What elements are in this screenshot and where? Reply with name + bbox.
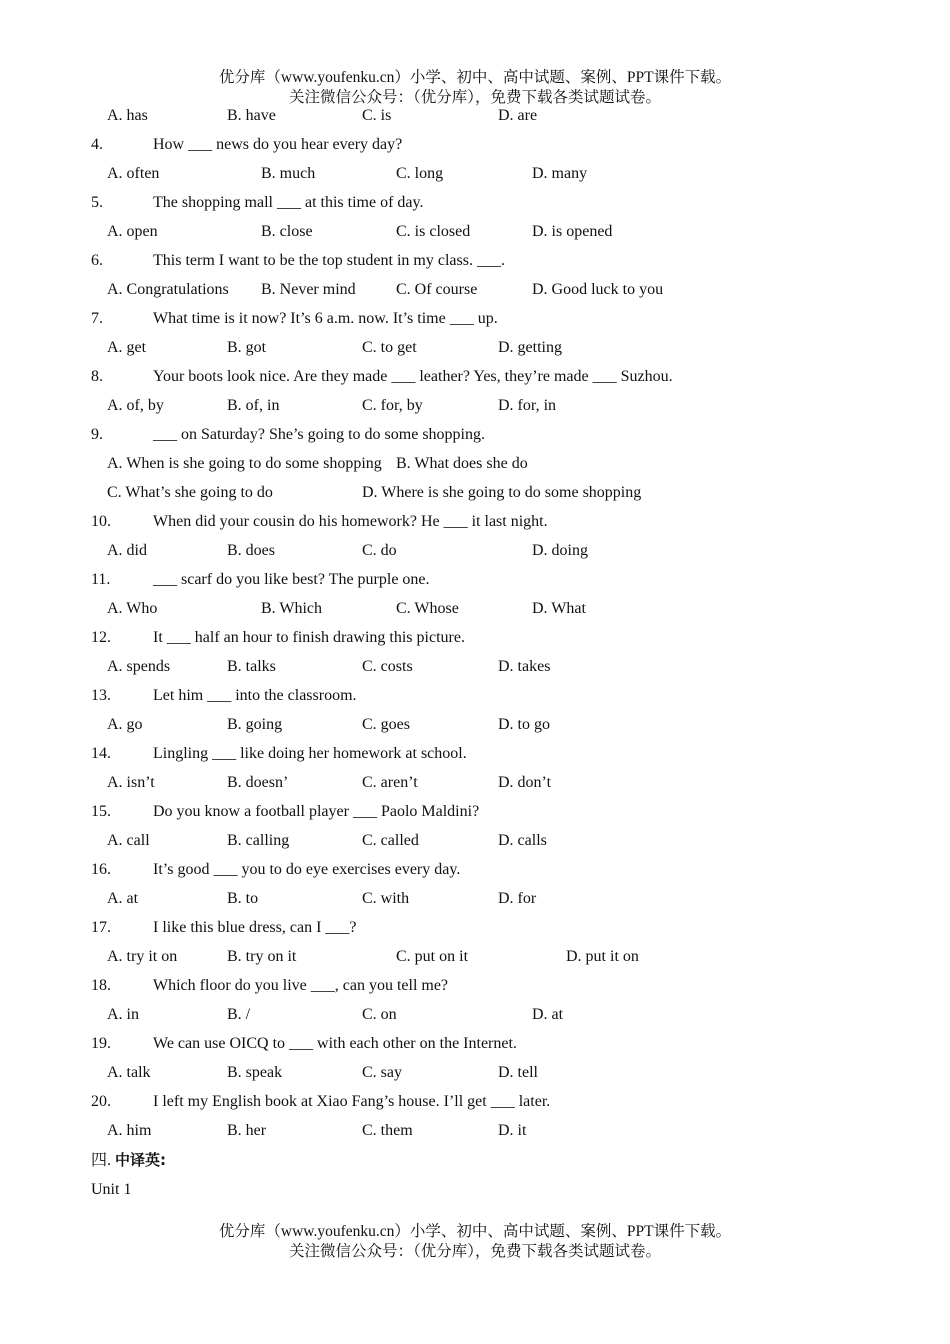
options-row-q4 [0, 164, 950, 184]
option-a: A. open [107, 223, 158, 240]
question-text: I like this blue dress, can I ___? [153, 919, 357, 936]
options-row-q16 [0, 889, 950, 909]
question-number: 19. [91, 1035, 111, 1052]
option-a: A. did [107, 542, 147, 559]
option-d: D. takes [498, 658, 551, 675]
section-title: 中译英: [115, 1151, 167, 1169]
options-row-q15 [0, 831, 950, 851]
option-d: D. Good luck to you [532, 281, 664, 298]
question-number: 5. [91, 194, 103, 211]
header-line-2: 关注微信公众号：（优分库），免费下载各类试题试卷。 [288, 89, 661, 106]
options-row-q9-second [0, 483, 950, 503]
question-number: 16. [91, 861, 111, 878]
question-text: Which floor do you live ___, can you tell me? [153, 977, 449, 994]
question-text: I left my English book at Xiao Fang’s house. I’ll get ___ later. [153, 1093, 551, 1110]
option-a: A. isn’t [107, 774, 155, 791]
options-row-q13 [0, 715, 950, 735]
options-row-q3 [0, 106, 950, 126]
option-c: C. say [362, 1064, 402, 1081]
question-text: Lingling ___ like doing her homework at school. [153, 745, 467, 762]
option-d: D. at [532, 1006, 564, 1023]
option-a: A. spends [107, 658, 171, 675]
option-a: A. go [107, 716, 143, 733]
options-row-q18 [0, 1005, 950, 1025]
option-c: C. What’s she going to do [107, 484, 273, 501]
option-b: B. calling [227, 832, 290, 849]
option-b: B. What does she do [396, 455, 528, 472]
question-text: This term I want to be the top student in my class. ___. [153, 252, 505, 269]
section-number: 四. [91, 1152, 112, 1169]
option-c: C. long [396, 165, 444, 182]
option-b: B. Never mind [261, 281, 356, 298]
page-header [0, 68, 950, 108]
option-c: C. them [362, 1122, 413, 1139]
question-text: Let him ___ into the classroom. [153, 687, 357, 704]
option-a: A. him [107, 1122, 152, 1139]
options-row-q10 [0, 541, 950, 561]
option-a: A. call [107, 832, 150, 849]
option-d: D. it [498, 1122, 527, 1139]
option-d: D. many [532, 165, 588, 182]
options-row-q20 [0, 1121, 950, 1141]
question-text: When did your cousin do his homework? He ___ it last night. [153, 513, 548, 530]
section-heading [91, 1150, 166, 1171]
question-text: ___ on Saturday? She’s going to do some shopping. [153, 426, 485, 443]
question-number: 6. [91, 252, 103, 269]
question-number: 4. [91, 136, 103, 153]
option-c: C. Of course [396, 281, 478, 298]
option-a: A. Who [107, 600, 158, 617]
option-b: B. talks [227, 658, 276, 675]
option-c: C. called [362, 832, 419, 849]
option-d: D. don’t [498, 774, 552, 791]
option-d: D. What [532, 600, 586, 617]
option-c: C. goes [362, 716, 410, 733]
options-row-q6 [0, 280, 950, 300]
option-c: C. put on it [396, 948, 469, 965]
options-row-q7 [0, 338, 950, 358]
question-text: We can use OICQ to ___ with each other on the Internet. [153, 1035, 517, 1052]
question-text: It’s good ___ you to do eye exercises every day. [153, 861, 461, 878]
option-b: B. does [227, 542, 275, 559]
option-b: B. / [227, 1006, 251, 1023]
option-b: B. speak [227, 1064, 283, 1081]
option-b: B. doesn’ [227, 774, 289, 791]
option-a: A. has [107, 107, 148, 124]
option-b: B. to [227, 890, 259, 907]
option-c: C. aren’t [362, 774, 418, 791]
option-a: A. get [107, 339, 147, 356]
option-b: B. close [261, 223, 313, 240]
question-number: 8. [91, 368, 103, 385]
option-b: B. going [227, 716, 283, 733]
option-d: D. is opened [532, 223, 613, 240]
option-b: B. have [227, 107, 276, 124]
option-d: D. getting [498, 339, 562, 356]
option-c: C. costs [362, 658, 413, 675]
question-number: 10. [91, 513, 111, 530]
question-number: 7. [91, 310, 103, 327]
options-row-q8 [0, 396, 950, 416]
option-a: A. at [107, 890, 139, 907]
option-b: B. of, in [227, 397, 280, 414]
question-text: The shopping mall ___ at this time of day. [153, 194, 424, 211]
option-d: D. are [498, 107, 538, 124]
option-d: D. to go [498, 716, 550, 733]
question-number: 13. [91, 687, 111, 704]
option-c: C. on [362, 1006, 397, 1023]
options-row-q9-first [0, 454, 950, 474]
question-number: 14. [91, 745, 111, 762]
option-d: D. for [498, 890, 537, 907]
question-number: 20. [91, 1093, 111, 1110]
option-b: B. got [227, 339, 267, 356]
option-c: C. is [362, 107, 392, 124]
option-a: A. try it on [107, 948, 178, 965]
footer-line-2: 关注微信公众号：（优分库），免费下载各类试题试卷。 [288, 1243, 661, 1260]
option-a: A. Congratulations [107, 281, 229, 298]
option-a: A. in [107, 1006, 139, 1023]
options-row-q14 [0, 773, 950, 793]
option-d: D. Where is she going to do some shopping [362, 484, 642, 501]
option-a: A. talk [107, 1064, 151, 1081]
options-row-q17 [0, 947, 950, 967]
option-a: A. When is she going to do some shopping [107, 455, 382, 472]
options-row-q5 [0, 222, 950, 242]
option-d: D. calls [498, 832, 547, 849]
option-d: D. put it on [566, 948, 639, 965]
question-number: 17. [91, 919, 111, 936]
question-text: ___ scarf do you like best? The purple one. [153, 571, 430, 588]
option-a: A. of, by [107, 397, 164, 414]
option-d: D. doing [532, 542, 588, 559]
option-c: C. Whose [396, 600, 459, 617]
question-number: 15. [91, 803, 111, 820]
question-text: It ___ half an hour to finish drawing this picture. [153, 629, 465, 646]
header-line-1: 优分库（www.youfenku.cn）小学、初中、高中试题、案例、PPT课件下载。 [218, 69, 732, 86]
option-b: B. much [261, 165, 316, 182]
question-text: How ___ news do you hear every day? [153, 136, 403, 153]
question-number: 9. [91, 426, 103, 443]
option-b: B. Which [261, 600, 323, 617]
unit-label: Unit 1 [91, 1181, 132, 1198]
option-c: C. is closed [396, 223, 471, 240]
question-number: 12. [91, 629, 111, 646]
option-b: B. try on it [227, 948, 297, 965]
option-d: D. tell [498, 1064, 538, 1081]
options-row-q19 [0, 1063, 950, 1083]
options-row-q12 [0, 657, 950, 677]
question-text: What time is it now? It’s 6 a.m. now. It’s time ___ up. [153, 310, 498, 327]
option-c: C. with [362, 890, 410, 907]
option-c: C. to get [362, 339, 417, 356]
page-footer [0, 1222, 950, 1262]
question-number: 11. [91, 571, 111, 588]
question-text: Your boots look nice. Are they made ___ leather? Yes, they’re made ___ Suzhou. [153, 368, 673, 385]
option-c: C. for, by [362, 397, 423, 414]
option-b: B. her [227, 1122, 267, 1139]
option-a: A. often [107, 165, 160, 182]
options-row-q11 [0, 599, 950, 619]
question-number: 18. [91, 977, 111, 994]
footer-line-1: 优分库（www.youfenku.cn）小学、初中、高中试题、案例、PPT课件下载。 [218, 1223, 732, 1240]
option-c: C. do [362, 542, 397, 559]
question-text: Do you know a football player ___ Paolo Maldini? [153, 803, 480, 820]
option-d: D. for, in [498, 397, 557, 414]
